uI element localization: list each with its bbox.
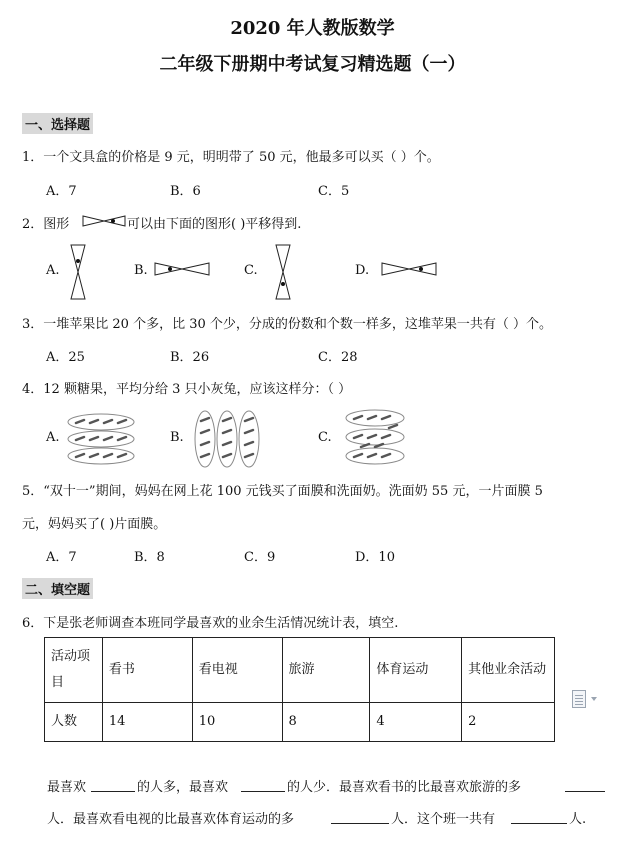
q3-option-a: A．25 (46, 350, 85, 365)
section-heading-choice: 一、选择题 (22, 113, 93, 134)
question-4-text: 4．12 颗糖果，平均分给 3 只小灰兔，应该这样分：（ ） (22, 382, 352, 397)
activity-stats-table (44, 637, 555, 742)
candy-groups-horizontal-c-icon (344, 407, 406, 467)
q2-option-a: A. (46, 263, 60, 278)
fill-text-1c: 的人少．最喜欢看书的比最喜欢旅游的多 (287, 780, 522, 795)
table-cell: 人数 (45, 703, 103, 742)
q4-option-b: B. (170, 430, 184, 445)
q1-option-c: C．5 (318, 184, 350, 199)
q5-option-c: C．9 (244, 550, 276, 565)
table-cell: 8 (282, 703, 370, 742)
horizontal-bowtie-dot-right-icon (381, 260, 437, 278)
fill-text-1a: 最喜欢 (47, 780, 87, 795)
question-6-text: 6．下是张老师调查本班同学最喜欢的业余生活情况统计表，填空. (22, 616, 399, 631)
section-heading-fill: 二、填空题 (22, 578, 93, 599)
table-cell: 4 (370, 703, 462, 742)
q4-option-a: A. (46, 430, 60, 445)
table-row (45, 638, 555, 703)
q5-option-a: A．7 (46, 550, 77, 565)
horizontal-bowtie-dot-left-icon (154, 260, 210, 278)
question-5-line-2: 元，妈妈买了( )片面膜。 (22, 517, 167, 532)
q2-option-c: C. (244, 263, 258, 278)
q3-option-c: C．28 (318, 350, 358, 365)
question-2-text-start: 2．图形 (22, 217, 70, 232)
table-cell: 10 (192, 703, 282, 742)
answer-blank-1[interactable] (91, 791, 135, 792)
answer-blank-2[interactable] (241, 791, 285, 792)
table-header-cell: 体育运动 (370, 638, 462, 703)
answer-blank-3[interactable] (565, 791, 605, 792)
q5-option-d: D．10 (355, 550, 395, 565)
candy-groups-vertical-b-icon (192, 409, 264, 469)
table-header-cell: 活动项目 (45, 638, 103, 703)
q2-option-b: B. (134, 263, 148, 278)
question-5-line-1: 5．“双十一”期间，妈妈在网上花 100 元钱买了面膜和洗面奶。洗面奶 55 元，一片面膜 5 (22, 484, 543, 499)
table-header-cell: 旅游 (282, 638, 370, 703)
table-header-cell: 其他业余活动 (462, 638, 555, 703)
q1-option-a: A．7 (46, 184, 77, 199)
q2-option-d: D. (355, 263, 370, 278)
bowtie-figure-icon (82, 213, 126, 229)
q3-option-b: B．26 (170, 350, 210, 365)
question-1-text: 1．一个文具盒的价格是 9 元，明明带了 50 元，他最多可以买（ ）个。 (22, 150, 440, 165)
candy-groups-horizontal-a-icon (66, 411, 136, 467)
question-2-text-end: 可以由下面的图形( )平移得到. (127, 217, 302, 232)
q4-option-c: C. (318, 430, 332, 445)
table-cell: 14 (102, 703, 192, 742)
page-title: 2020 年人教版数学 (230, 18, 395, 39)
q5-option-b: B．8 (134, 550, 165, 565)
fill-text-2c: 人. (569, 812, 587, 827)
q1-option-b: B．6 (170, 184, 201, 199)
fill-text-1b: 的人多，最喜欢 (137, 780, 229, 795)
table-cell: 2 (462, 703, 555, 742)
answer-blank-5[interactable] (511, 823, 567, 824)
table-row (45, 703, 555, 742)
fill-text-2b: 人．这个班一共有 (391, 812, 496, 827)
vertical-bowtie-dot-top-icon (68, 244, 88, 300)
dropdown-arrow-icon[interactable] (591, 697, 597, 701)
table-header-cell: 看电视 (192, 638, 282, 703)
question-3-text: 3．一堆苹果比 20 个多，比 30 个少，分成的份数和个数一样多，这堆苹果一共有（ ）个。 (22, 317, 553, 332)
table-header-cell: 看书 (102, 638, 192, 703)
page-subtitle: 二年级下册期中考试复习精选题（一） (159, 54, 466, 75)
fill-text-2a: 人．最喜欢看电视的比最喜欢体育运动的多 (47, 812, 295, 827)
document-options-icon[interactable] (572, 690, 586, 708)
vertical-bowtie-dot-bottom-icon (273, 244, 293, 300)
answer-blank-4[interactable] (331, 823, 389, 824)
